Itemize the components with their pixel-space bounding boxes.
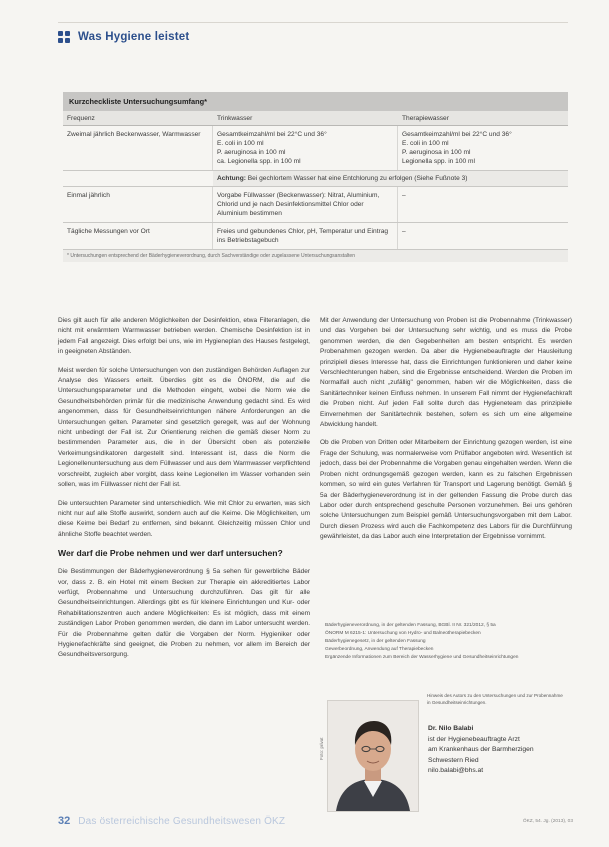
- subheading: Wer darf die Probe nehmen und wer darf untersuchen?: [58, 548, 283, 559]
- section-header: [58, 28, 189, 46]
- paragraph: Die Bestimmungen der Bäderhygieneverordnung § 5a sehen für gewerbliche Bäder vor, dass z. B. ein Hotel mit einem Becken zur Therapie ein akkreditiertes Labor verfügt, Probennahme und Untersuchung durchzuführen. Das gilt für alle Gesundheitseinrichtungen. Allerdings gibt es für kleinere Einrichtungen und Kur- oder Rehabilitationszentren auch andere Möglichkeiten: Es ist möglich, dass mit einem zuständigen Labor Proben genommen werden, die dann im Labor untersucht werden. Für die Probennahme gelten dafür die Vorgaben der Norm. Hygieniker oder Hygienefachkräfte sind geeignet, die Proben zu nehmen, vor allem im Bereich der Gesundheitsversorgung.: [58, 568, 310, 659]
- table-row: [63, 187, 568, 223]
- top-rule: [58, 22, 568, 23]
- table-cell: [213, 126, 398, 170]
- table-row: [63, 126, 568, 171]
- left-column: [58, 316, 310, 669]
- author-footnote: Hinweis des Autors zu den Untersuchungen und zur Probennahme in Gesundheitseinrichtungen.: [427, 693, 563, 705]
- issue-info: ÖKZ, 54. Jg. (2013), 03: [522, 818, 573, 824]
- references-list: [325, 622, 571, 662]
- paragraph: Dies gilt auch für alle anderen Möglichkeiten der Desinfektion, etwa Filteranlagen, die nicht mit erwärmtem Warmwasser betrieben werden. Chemische Desinfektion ist in jedem Fall angezeigt. Dies erfolgt bei uns, wie im Hygieneplan des Hauses festgelegt, in geeigneten Abständen.: [58, 317, 310, 356]
- table-cell: –: [402, 192, 406, 199]
- table-row: [63, 223, 568, 250]
- cell-line: Gesamtkeimzahl/ml bei 22°C und 36°: [402, 131, 512, 138]
- reference-item: Gewerbeordnung, Anwendung auf Therapiebecken: [325, 647, 434, 652]
- table-cell: Zweimal jährlich Beckenwasser, Warmwasser: [63, 126, 213, 170]
- table-header-therapy-water: Therapiewasser: [402, 115, 449, 122]
- reference-item: Bäderhygieneverordnung, in der geltenden Fassung, BGBl. II Nr. 321/2012, § 5a: [325, 623, 496, 628]
- table-cell: Einmal jährlich: [63, 187, 213, 222]
- note-label: Achtung:: [217, 175, 246, 182]
- section-bullet-icon: [58, 31, 70, 43]
- paragraph: Meist werden für solche Untersuchungen von den zuständigen Behörden Auflagen zur Analyse des Wassers erteilt. Überdies gibt es die ÖNORM, die auf die Untersuchungsparameter und die Methoden eingeht, wobei die Norm wie die Gesundheitsbehörden primär für die medizinische Anwendung gedacht sind. Es wird angenommen, dass für Gesundheitseinrichtungen nähere Anforderungen an die Untersuchungen gelten. Parameter sind gesetzlich geregelt, was auf der Wohnung nicht unbedingt der Fall ist. Zur Orientierung reichen die gemäß dieser Norm zu bestimmenden Parameter aus, die in der Übersicht oben als potenzielle Verkeimungsindikatoren dargestellt sind. Interessant ist, dass die Norm die Legionellenuntersuchung aus dem Füllwasser und aus dem Warmwasser verpflichtend vorschreibt, zugleich aber vorgibt, dass keine Legionellen im Wasser vorhanden sein sollen, was im Füllwasser nicht der Fall ist.: [58, 366, 310, 489]
- reference-item: Bäderhygienegesetz, in der geltenden Fassung: [325, 639, 426, 644]
- author-email: nilo.balabi@bhs.at: [428, 767, 484, 775]
- table-note-row: [63, 171, 568, 187]
- author-line: ist der Hygienebeauftragte Arzt: [428, 735, 520, 743]
- table-header-drinking-water: Trinkwasser: [217, 115, 253, 122]
- table-footnote: * Untersuchungen entsprechend der Bäderhygieneverordnung, durch Sachverständige oder zugelassene Untersuchungsanstalten: [63, 250, 568, 262]
- cell-line: ca. Legionella spp. in 100 ml: [217, 158, 301, 165]
- author-line: am Krankenhaus der Barmherzigen: [428, 746, 534, 754]
- magazine-title: Das österreichische Gesundheitswesen ÖKZ: [78, 815, 286, 827]
- cell-line: P. aeruginosa in 100 ml: [402, 149, 471, 156]
- author-bio: [428, 724, 568, 777]
- checklist-table: [63, 92, 568, 262]
- cell-line: Legionella spp. in 100 ml: [402, 158, 475, 165]
- page-footer: [58, 814, 573, 828]
- table-header-frequency: Frequenz: [67, 115, 95, 122]
- paragraph: Ob die Proben von Dritten oder Mitarbeitern der Einrichtung gezogen werden, ist eine Frage der Schulung, was normalerweise vom Prüflabor angeboten wird. Wesentlich ist jedoch, dass bei der Probennahme die Vorgaben genau eingehalten werden. Wenn die Proben nicht ordnungsgemäß gezogen werden, kann es zu falschen Ergebnissen kommen, so wird ein gutes Verfahren für Transport und Lagerung benötigt. Gemäß § 5a der Bäderhygieneverordnung ist in der geltenden Fassung die Probe durch das Labor oder durch entsprechend geschulte Personen vorzunehmen. Bei uns gehören solche Untersuchungen zum Beispiel gemäß Untersuchungsvorgaben mit dem Labor. Durch diesen Prozess wird auch die Fachkompetenz des Labors für die Durchführung gewährleistet, da das Labor auch eine Interpretation der Ergebnisse vornimmt.: [320, 439, 572, 541]
- paragraph: Mit der Anwendung der Untersuchung von Proben ist die Probennahme (Trinkwasser) und das Vorgehen bei der Untersuchung sehr wichtig, und es muss die Probe genommen werden, die den Gegebenheiten am besten entspricht. Es werden Probenahmen gezogen werden. Da aber die Hygienebeauftragte der Hausleitung prinzipiell dieses Interesse hat, dass die Einrichtungen funktionieren und daher keine Verschlechterungen haben, sind die Ergebnisse entscheidend. Werden die Proben im Normalfall auch nicht „zufällig" genommen, haben wir die Möglichkeiten, dass die Sanitärtechniker keinen Einfluss nehmen. In unserem Fall nimmt der Hygienefachkraft die Proben nicht. Auf jeden Fall sollte durch das Hygieneteam das prinzipielle Einvernehmen der Sanitärtechnik bestehen, sofern es sich um eine allgemeine Abwicklung handelt.: [320, 317, 572, 429]
- photo-credit: Foto: privat: [319, 737, 324, 760]
- table-cell: Freies und gebundenes Chlor, pH, Temperatur und Eintrag ins Betriebstagebuch: [213, 223, 398, 249]
- paragraph: Die untersuchten Parameter sind unterschiedlich. Wie mit Chlor zu erwarten, was sich nicht nur auf alle Stoffe auswirkt, sondern auch auf die Keime. Die Möglichkeiten, um diese Keime bei Bedarf zu entfernen, sind bekannt. Gleichzeitig müssen Chlor und ähnliche Stoffe beachtet werden.: [58, 499, 310, 538]
- table-cell: Tägliche Messungen vor Ort: [63, 223, 213, 249]
- table-cell-empty: [63, 171, 213, 186]
- cell-line: E. coli in 100 ml: [217, 140, 264, 147]
- page-number: 32: [58, 815, 71, 827]
- reference-item: Ergänzende Informationen zum Bereich der Wasserhygiene und Gesundheitseinrichtungen: [325, 655, 519, 660]
- author-photo: [327, 700, 419, 812]
- table-note: [213, 171, 568, 186]
- author-name: Dr. Nilo Balabi: [428, 725, 474, 732]
- cell-line: Gesamtkeimzahl/ml bei 22°C und 36°: [217, 131, 327, 138]
- right-column: [320, 316, 572, 551]
- reference-item: ÖNORM M 6215-1: Untersuchung von Hydro- und Balneotherapiebecken: [325, 631, 481, 636]
- note-text: Bei gechlortem Wasser hat eine Entchlorung zu erfolgen (Siehe Fußnote 3): [247, 175, 468, 182]
- table-title: Kurzcheckliste Untersuchungsumfang*: [63, 92, 568, 111]
- cell-line: P. aeruginosa in 100 ml: [217, 149, 286, 156]
- table-cell: [398, 126, 568, 170]
- cell-line: E. coli in 100 ml: [402, 140, 449, 147]
- author-portrait-image: [328, 701, 418, 811]
- table-cell: –: [402, 228, 406, 235]
- table-cell: Vorgabe Füllwasser (Beckenwasser): Nitrat, Aluminium, Chlorid und je nach Desinfektionsmittel Chlor oder Aluminium bestimmen: [213, 187, 398, 222]
- table-header-row: [63, 111, 568, 126]
- author-line: Schwestern Ried: [428, 756, 479, 764]
- section-title: Was Hygiene leistet: [78, 31, 190, 43]
